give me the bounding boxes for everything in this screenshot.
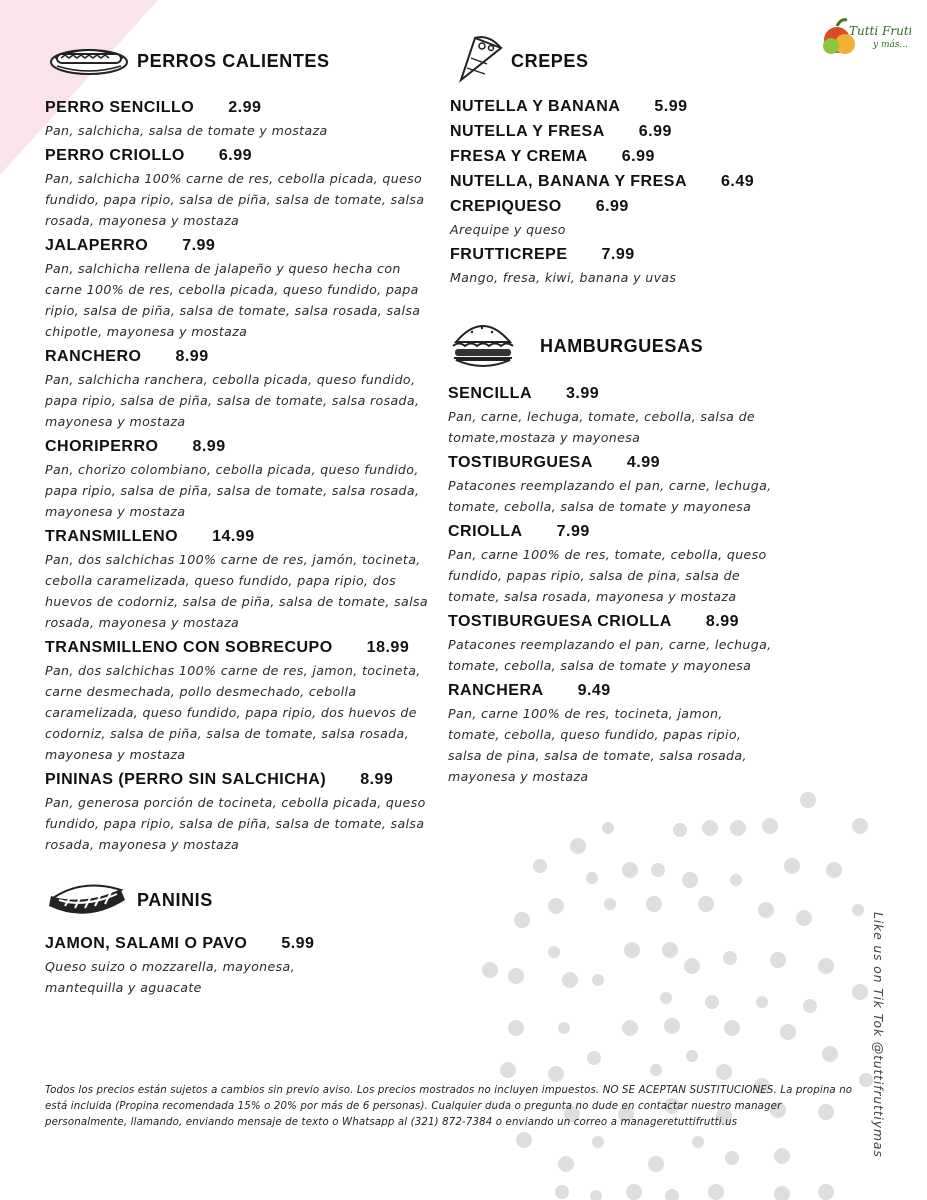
item-description: Arequipe y queso	[450, 222, 566, 237]
section-header-perros	[47, 38, 330, 84]
menu-item	[45, 95, 435, 141]
item-price: 6.99	[218, 147, 252, 164]
item-description: Mango, fresa, kiwi, banana y uvas	[450, 270, 677, 285]
item-name: PININAS (PERRO SIN SALCHICHA)	[45, 771, 327, 788]
menu-item	[45, 344, 435, 432]
item-name: CREPIQUESO	[450, 198, 562, 215]
item-description: Pan, dos salchichas 100% carne de res, jamon, tocineta, carne desmechada, pollo desmechado, cebolla caramelizada, queso fundido, papa ripio, dos huevos de codorniz, salsa de piña, salsa de tomate, salsa rosada, mayonesa y mostaza	[45, 663, 421, 762]
item-price: 8.99	[192, 438, 226, 455]
item-description: Pan, chorizo colombiano, cebolla picada, queso fundido, papa ripio, salsa de piña, salsa de tomate, salsa rosada, mayonesa y mostaza	[45, 462, 420, 519]
item-price: 7.99	[182, 237, 216, 254]
item-description: Pan, dos salchichas 100% carne de res, jamón, tocineta, cebolla caramelizada, queso fundido, papa ripio, dos huevos de codorniz, salsa de piña, salsa de tomate, salsa rosada, mayonesa y mostaza	[45, 552, 428, 630]
item-price: 7.99	[556, 523, 590, 540]
section-title: PANINIS	[137, 889, 213, 910]
item-name: CHORIPERRO	[45, 438, 159, 455]
hotdog-icon	[47, 38, 131, 84]
brand-logo	[815, 14, 911, 64]
item-description: Pan, generosa porción de tocineta, cebolla picada, queso fundido, papa ripio, salsa de piña, salsa de tomate, salsa rosada, mayonesa y mostaza	[45, 795, 426, 852]
panini-icon	[45, 876, 129, 924]
menu-item	[45, 524, 435, 633]
menu-item	[45, 434, 435, 522]
item-price: 2.99	[228, 99, 262, 116]
item-description: Patacones reemplazando el pan, carne, lechuga, tomate, cebolla, salsa de tomate y mayonesa	[448, 637, 772, 673]
item-name: NUTELLA Y FRESA	[450, 123, 605, 140]
item-description: Pan, salchicha, salsa de tomate y mostaza	[45, 123, 328, 138]
item-name: FRUTTICREPE	[450, 246, 568, 263]
item-description: Pan, carne 100% de res, tomate, cebolla, queso fundido, papas ripio, salsa de pina, salsa de tomate, salsa rosada, mayonesa y mostaza	[448, 547, 767, 604]
menu-item	[45, 767, 435, 855]
item-name: CRIOLLA	[448, 523, 523, 540]
menu-item	[45, 143, 435, 231]
menu-item	[448, 519, 773, 607]
item-price: 8.99	[360, 771, 394, 788]
item-price: 18.99	[366, 639, 410, 656]
menu-item	[448, 678, 773, 787]
svg-text:Tutti Frutti: Tutti Frutti	[849, 24, 911, 38]
menu-item	[450, 119, 780, 144]
item-name: PERRO SENCILLO	[45, 99, 195, 116]
item-price: 6.49	[721, 173, 755, 190]
section-header-hamburguesas	[448, 318, 703, 374]
menu-item	[450, 169, 780, 194]
item-price: 8.99	[705, 613, 739, 630]
item-description: Pan, salchicha rellena de jalapeño y queso hecha con carne 100% de res, cebolla picada, queso fundido, papa ripio, salsa de piña, salsa de tomate, salsa rosada, salsa chipotle, mayonesa y mostaza	[45, 261, 421, 339]
menu-item	[45, 233, 435, 342]
item-name: FRESA Y CREMA	[450, 148, 588, 165]
item-name: NUTELLA, BANANA Y FRESA	[450, 173, 687, 190]
item-description: Patacones reemplazando el pan, carne, lechuga, tomate, cebolla, salsa de tomate y mayonesa	[448, 478, 772, 514]
menu-item	[448, 450, 773, 517]
item-name: TRANSMILLENO CON SOBRECUPO	[45, 639, 333, 656]
menu-item	[45, 931, 435, 998]
item-description: Pan, carne, lechuga, tomate, cebolla, salsa de tomate,mostaza y mayonesa	[448, 409, 756, 445]
item-price: 6.99	[595, 198, 629, 215]
item-price: 4.99	[626, 454, 661, 471]
svg-text:y más...: y más...	[873, 40, 909, 50]
menu-item	[450, 194, 780, 240]
hamburguesas-list	[448, 381, 773, 789]
item-description: Pan, carne 100% de res, tocineta, jamon, tomate, cebolla, queso fundido, papas ripio, salsa de pina, salsa de tomate, salsa rosada, mayonesa y mostaza	[448, 706, 747, 784]
item-name: SENCILLA	[448, 385, 532, 402]
item-name: PERRO CRIOLLO	[45, 147, 185, 164]
item-price: 9.49	[577, 682, 611, 699]
section-title: HAMBURGUESAS	[540, 335, 704, 356]
item-description: Pan, salchicha ranchera, cebolla picada, queso fundido, papa ripio, salsa de piña, salsa de tomate, salsa rosada, mayonesa y mostaza	[45, 372, 420, 429]
item-price: 7.99	[601, 246, 635, 263]
section-header-paninis	[45, 876, 213, 924]
crepes-list	[450, 94, 780, 290]
item-name: TOSTIBURGUESA	[448, 454, 593, 471]
menu-item	[450, 242, 780, 288]
social-tiktok-text: Like us on Tik Tok @tuttifruttiymas	[871, 912, 886, 1158]
item-name: RANCHERA	[448, 682, 544, 699]
item-price: 3.99	[566, 385, 600, 402]
item-name: JAMON, SALAMI O PAVO	[45, 935, 248, 952]
section-title: PERROS CALIENTES	[137, 50, 330, 71]
section-header-crepes	[455, 34, 589, 88]
item-price: 5.99	[654, 98, 688, 115]
menu-item	[448, 609, 773, 676]
menu-item	[45, 635, 435, 765]
item-price: 14.99	[212, 528, 255, 545]
item-description: Queso suizo o mozzarella, mayonesa, mantequilla y aguacate	[45, 959, 295, 995]
section-title: CREPES	[511, 50, 589, 71]
burger-icon	[448, 318, 518, 374]
item-description: Pan, salchicha 100% carne de res, cebolla picada, queso fundido, papa ripio, salsa de piña, salsa de tomate, salsa rosada, mayonesa y mostaza	[45, 171, 425, 228]
item-name: NUTELLA Y BANANA	[450, 98, 621, 115]
item-price: 6.99	[638, 123, 672, 140]
item-price: 6.99	[621, 148, 655, 165]
item-name: TRANSMILLENO	[45, 528, 179, 545]
crepe-icon	[455, 34, 505, 88]
item-price: 5.99	[281, 935, 315, 952]
item-name: TOSTIBURGUESA CRIOLLA	[448, 613, 672, 630]
perros-list	[45, 95, 435, 857]
dot-pattern-decoration	[470, 780, 927, 1200]
paninis-list	[45, 931, 435, 1000]
item-price: 8.99	[175, 348, 209, 365]
menu-item	[450, 144, 780, 169]
menu-item	[450, 94, 780, 119]
menu-item	[448, 381, 773, 448]
item-name: JALAPERRO	[45, 237, 149, 254]
disclaimer-footer: Todos los precios están sujetos a cambios sin previo aviso. Los precios mostrados no incluyen impuestos. NO SE ACEPTAN SUSTITUCIONES. La propina no está incluida (Propina recomendada 15% o 20% por más de 6 personas). Cualquier duda o pregunta no dude en contactar nuestro manager personalmente, llamando, enviando mensaje de texto o Whatsapp al (321) 872-7384 o enviando un correo a manageretuttifrutti.us	[45, 1085, 853, 1128]
item-name: RANCHERO	[45, 348, 142, 365]
